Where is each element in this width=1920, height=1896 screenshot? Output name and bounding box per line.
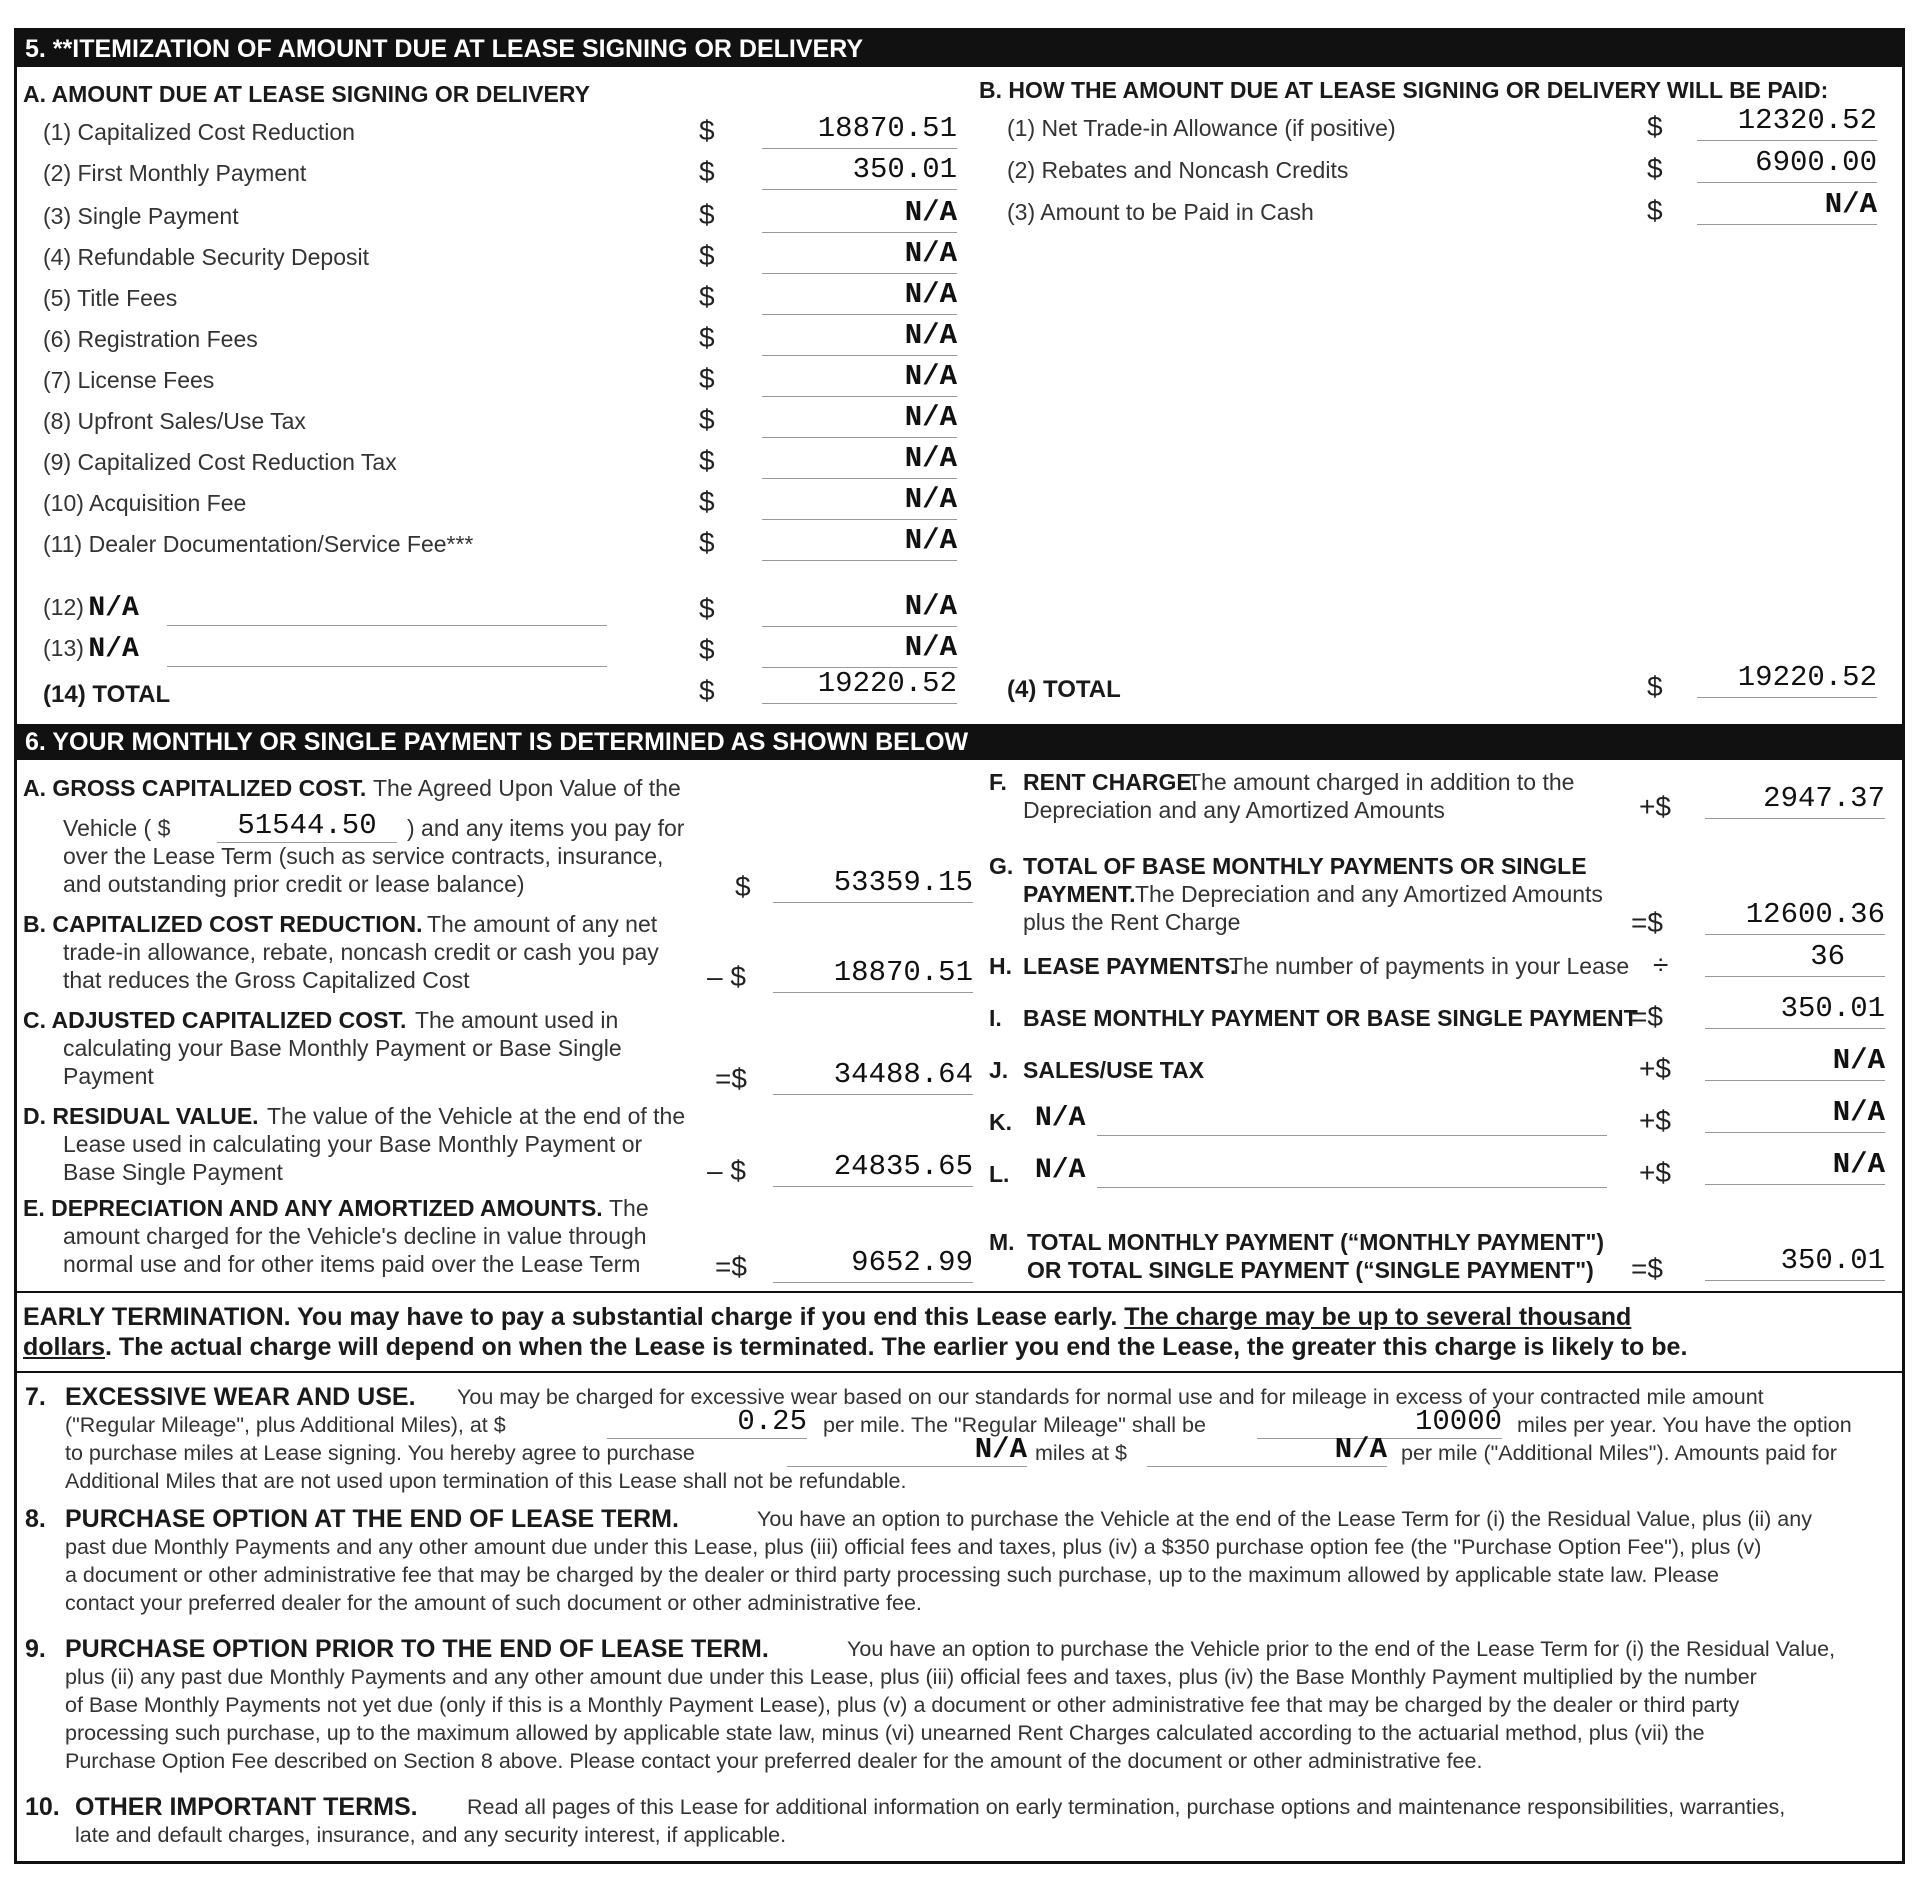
item-b-title: B. CAPITALIZED COST REDUCTION.: [23, 911, 423, 937]
s9-line2: plus (ii) any past due Monthly Payments and any other amount due under this Lease, plus (iii) official fees and taxes, plus (iv) the Base Monthly Payment multiplied by the number: [65, 1665, 1757, 1689]
s8-title: PURCHASE OPTION AT THE END OF LEASE TERM.: [65, 1505, 679, 1533]
a-row-dollar: $: [699, 445, 715, 476]
item-c-title: C. ADJUSTED CAPITALIZED COST.: [23, 1007, 407, 1033]
a-row-value: N/A: [762, 484, 957, 520]
item-a-vehicle-post: ) and any items you pay for: [407, 815, 685, 841]
s8-line3: a document or other administrative fee that may be charged by the dealer or third party processing such purchase, up to the maximum allowed by applicable state law. Please: [65, 1563, 1720, 1587]
item-l-name-line: [1097, 1187, 1607, 1188]
item-d-title: D. RESIDUAL VALUE.: [23, 1103, 259, 1129]
item-k-op: +$: [1639, 1105, 1671, 1136]
item-c-op: =$: [715, 1063, 747, 1094]
a-row-12-name-line: [167, 625, 607, 626]
item-j-title: SALES/USE TAX: [1023, 1057, 1205, 1083]
section-5a-title: A. AMOUNT DUE AT LEASE SIGNING OR DELIVERY: [23, 81, 590, 107]
s7-line3a: to purchase miles at Lease signing. You hereby agree to purchase: [65, 1441, 695, 1465]
gross-capitalized-cost-value: 53359.15: [773, 867, 973, 903]
s10-title: OTHER IMPORTANT TERMS.: [75, 1793, 418, 1821]
item-e-op: =$: [715, 1251, 747, 1282]
early-termination-dollars: dollars: [23, 1333, 105, 1361]
s9-num: 9.: [25, 1635, 46, 1663]
a-row-value: N/A: [762, 443, 957, 479]
a-row-12-num: (12): [43, 594, 84, 620]
sales-use-tax-value: N/A: [1705, 1045, 1885, 1081]
a-row-dollar: $: [699, 486, 715, 517]
item-l-value: N/A: [1705, 1149, 1885, 1185]
a-row-13-value: N/A: [762, 632, 957, 668]
section-6-header: 6. YOUR MONTHLY OR SINGLE PAYMENT IS DETERMINED AS SHOWN BELOW: [17, 724, 1902, 760]
b-row-dollar: $: [1647, 153, 1663, 184]
b-row-label: (2) Rebates and Noncash Credits: [1007, 157, 1349, 183]
s7-line2c: miles per year. You have the option: [1517, 1413, 1852, 1437]
item-g-text2: plus the Rent Charge: [1023, 909, 1241, 935]
a-row-12-name: N/A: [88, 593, 139, 624]
s9-line5: Purchase Option Fee described on Section 8 above. Please contact your preferred dealer for the amount of the document or other administrative fee.: [65, 1749, 1483, 1773]
a-row-label: (4) Refundable Security Deposit: [43, 244, 369, 270]
a-row-value: N/A: [762, 361, 957, 397]
a-row-13-dollar: $: [699, 634, 715, 665]
s7-line2a: ("Regular Mileage", plus Additional Miles), at $: [65, 1413, 506, 1437]
lease-payments-count: 36: [1705, 941, 1885, 977]
total-base-payments-value: 12600.36: [1705, 899, 1885, 935]
item-g-text1: The Depreciation and any Amortized Amounts: [1135, 881, 1603, 907]
item-k-letter: K.: [989, 1109, 1012, 1135]
b-row-dollar: $: [1647, 111, 1663, 142]
b-row-value: 6900.00: [1697, 147, 1877, 183]
s8-line2: past due Monthly Payments and any other amount due under this Lease, plus (iii) official fees and taxes, plus (iv) a $350 purchase option fee (the "Purchase Option Fee"), plus (v): [65, 1535, 1762, 1559]
a-row-dollar: $: [699, 363, 715, 394]
item-c-text3: Payment: [63, 1063, 154, 1089]
b-row-value: N/A: [1697, 189, 1877, 225]
a-row-dollar: $: [699, 527, 715, 558]
a-row-value: 18870.51: [762, 113, 957, 149]
s9-line3: of Base Monthly Payments not yet due (only if this is a Monthly Payment Lease), plus (v) a document or other administrative fee that may be charged by the dealer or third party: [65, 1693, 1740, 1717]
s7-line4: Additional Miles that are not used upon termination of this Lease shall not be refundable.: [65, 1469, 907, 1493]
a-row-label: (7) License Fees: [43, 367, 215, 393]
a-row-dollar: $: [699, 404, 715, 435]
item-e-title: E. DEPRECIATION AND ANY AMORTIZED AMOUNTS.: [23, 1195, 603, 1221]
b-total-dollar: $: [1647, 671, 1663, 702]
item-d-text3: Base Single Payment: [63, 1159, 283, 1185]
adjusted-capitalized-cost-value: 34488.64: [773, 1059, 973, 1095]
a-row-value: N/A: [762, 279, 957, 315]
a-row-12-value: N/A: [762, 591, 957, 627]
item-m-op: =$: [1631, 1253, 1663, 1284]
early-termination-text: EARLY TERMINATION. You may have to pay a substantial charge if you end this Lease early.: [23, 1303, 1118, 1331]
a-total-dollar: $: [699, 675, 715, 706]
s9-line1: You have an option to purchase the Vehicle prior to the end of the Lease Term for (i) the Residual Value,: [847, 1637, 1836, 1661]
early-termination-line1: [23, 1303, 1631, 1332]
item-l-op: +$: [1639, 1157, 1671, 1188]
a-row-label: (3) Single Payment: [43, 203, 239, 229]
a-row-dollar: $: [699, 322, 715, 353]
s7-num: 7.: [25, 1383, 46, 1411]
item-e-text3: normal use and for other items paid over the Lease Term: [63, 1251, 641, 1277]
base-monthly-payment-value: 350.01: [1705, 993, 1885, 1029]
a-row-label: (5) Title Fees: [43, 285, 178, 311]
b-row-dollar: $: [1647, 195, 1663, 226]
item-f-letter: F.: [989, 769, 1007, 795]
item-h-title: LEASE PAYMENTS.: [1023, 953, 1237, 979]
section-5b-title: B. HOW THE AMOUNT DUE AT LEASE SIGNING OR DELIVERY WILL BE PAID:: [979, 77, 1829, 103]
residual-value-value: 24835.65: [773, 1151, 973, 1187]
a-row-label: (9) Capitalized Cost Reduction Tax: [43, 449, 397, 475]
b-total-label: (4) TOTAL: [1007, 676, 1121, 703]
a-row-label: (10) Acquisition Fee: [43, 490, 247, 516]
s10-line2: late and default charges, insurance, and any security interest, if applicable.: [75, 1823, 787, 1847]
item-e-text2: amount charged for the Vehicle's decline in value through: [63, 1223, 647, 1249]
a-row-value: 350.01: [762, 154, 957, 190]
item-g-title2: PAYMENT.: [1023, 881, 1136, 907]
item-k-value: N/A: [1705, 1097, 1885, 1133]
a-row-label: (11) Dealer Documentation/Service Fee***: [43, 531, 474, 557]
vehicle-value: 51544.50: [217, 809, 397, 843]
a-total-value: 19220.52: [762, 668, 957, 704]
s9-title: PURCHASE OPTION PRIOR TO THE END OF LEASE TERM.: [65, 1635, 769, 1663]
capitalized-cost-reduction-value: 18870.51: [773, 957, 973, 993]
purchase-miles-rate: N/A: [1147, 1433, 1387, 1467]
item-l-name: N/A: [1035, 1155, 1086, 1186]
a-row-dollar: $: [699, 240, 715, 271]
b-row-label: (1) Net Trade-in Allowance (if positive): [1007, 115, 1396, 141]
item-g-title: TOTAL OF BASE MONTHLY PAYMENTS OR SINGLE: [1023, 853, 1587, 879]
purchase-miles: N/A: [787, 1433, 1027, 1467]
item-g-letter: G.: [989, 853, 1014, 879]
a-row-value: N/A: [762, 402, 957, 438]
a-row-label: (1) Capitalized Cost Reduction: [43, 119, 355, 145]
s7-line1: You may be charged for excessive wear based on our standards for normal use and for mileage in excess of your contracted mile amount: [457, 1385, 1764, 1409]
a-row-13: [43, 634, 139, 665]
a-total-label: (14) TOTAL: [43, 681, 171, 708]
item-b-text3: that reduces the Gross Capitalized Cost: [63, 967, 470, 993]
item-i-op: =$: [1631, 1001, 1663, 1032]
item-e-text1: The: [609, 1195, 649, 1221]
a-row-label: (8) Upfront Sales/Use Tax: [43, 408, 306, 434]
s8-line4: contact your preferred dealer for the amount of such document or other administrative fee.: [65, 1591, 922, 1615]
item-c-text2: calculating your Base Monthly Payment or Base Single: [63, 1035, 622, 1061]
item-a-text2: over the Lease Term (such as service contracts, insurance,: [63, 843, 664, 869]
early-termination-line2: [23, 1333, 1687, 1362]
item-a-text3: and outstanding prior credit or lease balance): [63, 871, 525, 897]
section-5-header: 5. **ITEMIZATION OF AMOUNT DUE AT LEASE SIGNING OR DELIVERY: [17, 31, 1902, 67]
a-row-13-name: N/A: [88, 634, 139, 665]
item-m-title2: OR TOTAL SINGLE PAYMENT (“SINGLE PAYMENT"): [1027, 1257, 1594, 1283]
item-f-text2: Depreciation and any Amortized Amounts: [1023, 797, 1445, 823]
s7-title: EXCESSIVE WEAR AND USE.: [65, 1383, 416, 1411]
s8-line1: You have an option to purchase the Vehicle at the end of the Lease Term for (i) the Residual Value, plus (ii) any: [757, 1507, 1812, 1531]
total-monthly-payment-value: 350.01: [1705, 1245, 1885, 1281]
a-row-label: (2) First Monthly Payment: [43, 160, 307, 186]
divider-early-termination-bottom: [17, 1371, 1902, 1373]
depreciation-value: 9652.99: [773, 1247, 973, 1283]
b-total-value: 19220.52: [1697, 662, 1877, 698]
a-row-dollar: $: [699, 281, 715, 312]
a-row-value: N/A: [762, 197, 957, 233]
item-h-text1: The number of payments in your Lease: [1229, 953, 1630, 979]
item-d-text2: Lease used in calculating your Base Monthly Payment or: [63, 1131, 643, 1157]
s9-line4: processing such purchase, up to the maximum allowed by applicable state law, minus (vi) unearned Rent Charges calculated according to the actuarial method, plus (vii) the: [65, 1721, 1705, 1745]
divider-early-termination-top: [17, 1291, 1902, 1293]
a-row-value: N/A: [762, 238, 957, 274]
item-i-letter: I.: [989, 1005, 1002, 1031]
item-j-op: +$: [1639, 1053, 1671, 1084]
s8-num: 8.: [25, 1505, 46, 1533]
a-row-12: [43, 593, 139, 624]
early-termination-text2: . The actual charge will depend on when the Lease is terminated. The earlier you end the Lease, the greater this charge is likely to be.: [104, 1333, 1688, 1361]
a-row-value: N/A: [762, 525, 957, 561]
b-row-value: 12320.52: [1697, 105, 1877, 141]
item-m-letter: M.: [989, 1229, 1015, 1255]
item-l-letter: L.: [989, 1161, 1010, 1187]
item-a-text1: The Agreed Upon Value of the: [373, 775, 681, 801]
s10-num: 10.: [25, 1793, 60, 1821]
lease-disclosure-form: [14, 28, 1905, 1864]
a-row-value: N/A: [762, 320, 957, 356]
item-i-title: BASE MONTHLY PAYMENT OR BASE SINGLE PAYMENT: [1023, 1005, 1638, 1031]
excess-mileage-rate: 0.25: [607, 1405, 807, 1439]
item-h-letter: H.: [989, 953, 1012, 979]
s7-line3c: per mile ("Additional Miles"). Amounts paid for: [1401, 1441, 1837, 1465]
s7-line3b: miles at $: [1035, 1441, 1128, 1465]
item-f-op: +$: [1639, 791, 1671, 822]
item-c-text1: The amount used in: [415, 1007, 619, 1033]
item-k-name-line: [1097, 1135, 1607, 1136]
item-b-op: – $: [707, 961, 746, 992]
early-termination-underlined: The charge may be up to several thousand: [1124, 1303, 1632, 1331]
rent-charge-value: 2947.37: [1705, 783, 1885, 819]
item-f-text1: The amount charged in addition to the: [1187, 769, 1575, 795]
a-row-13-name-line: [167, 666, 607, 667]
item-d-op: – $: [707, 1155, 746, 1186]
item-k-name: N/A: [1035, 1103, 1086, 1134]
item-g-op: =$: [1631, 907, 1663, 938]
a-row-13-num: (13): [43, 635, 84, 661]
item-a-vehicle-pre: Vehicle ( $: [63, 815, 171, 841]
a-row-12-dollar: $: [699, 593, 715, 624]
item-a-op: $: [735, 871, 751, 902]
s10-line1: Read all pages of this Lease for additional information on early termination, purchase options and maintenance responsibilities, warranties,: [467, 1795, 1786, 1819]
item-b-text1: The amount of any net: [427, 911, 658, 937]
b-row-label: (3) Amount to be Paid in Cash: [1007, 199, 1314, 225]
item-h-op: ÷: [1653, 949, 1669, 980]
s7-line2b: per mile. The "Regular Mileage" shall be: [823, 1413, 1206, 1437]
item-m-title: TOTAL MONTHLY PAYMENT (“MONTHLY PAYMENT"): [1027, 1229, 1605, 1255]
a-row-dollar: $: [699, 115, 715, 146]
a-row-dollar: $: [699, 156, 715, 187]
a-row-dollar: $: [699, 199, 715, 230]
regular-mileage: 10000: [1257, 1405, 1502, 1439]
a-row-label: (6) Registration Fees: [43, 326, 258, 352]
item-j-letter: J.: [989, 1057, 1009, 1083]
item-d-text1: The value of the Vehicle at the end of the: [267, 1103, 686, 1129]
item-b-text2: trade-in allowance, rebate, noncash credit or cash you pay: [63, 939, 659, 965]
item-a-title: A. GROSS CAPITALIZED COST.: [23, 775, 367, 801]
item-f-title: RENT CHARGE.: [1023, 769, 1199, 795]
